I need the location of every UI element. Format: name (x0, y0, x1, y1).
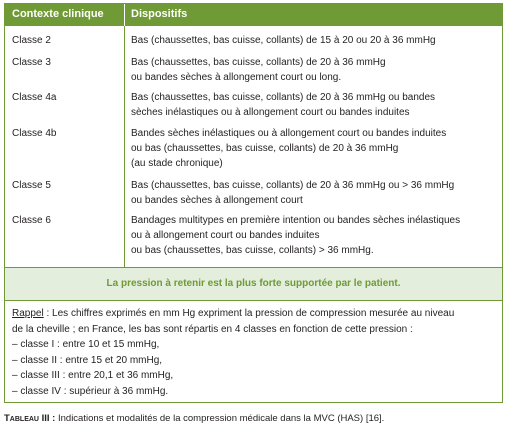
rappel-item: – classe IV : supérieur à 36 mmHg. (12, 385, 169, 397)
row-classe: Classe 5 (12, 180, 51, 191)
dispositif-line: ou à allongement court ou bandes induites (131, 230, 320, 241)
row-dispositifs (131, 55, 497, 85)
dispositif-line: ou bandes sèches à allongement court ou long. (131, 72, 342, 83)
dispositif-line: Bas (chaussettes, bas cuisse, collants) de 20 à 36 mmHg ou > 36 mmHg (131, 180, 455, 191)
column-divider (124, 26, 125, 267)
rappel-item: – classe III : entre 20,1 et 36 mmHg, (12, 370, 174, 382)
row-dispositifs (131, 90, 497, 120)
dispositif-line: ou bandes sèches à allongement court (131, 195, 303, 206)
header-dispositifs: Dispositifs (131, 8, 188, 20)
rappel-intro (12, 306, 498, 322)
rappel-intro-text: : Les chiffres exprimés en mm Hg expriment la pression de compression mesurée au niveau (43, 308, 455, 319)
rappel-item: – classe I : entre 10 et 15 mmHg, (12, 339, 160, 351)
rappel-label: Rappel (12, 308, 44, 319)
dispositif-line: sèches inélastiques ou à allongement court ou bandes induites (131, 107, 410, 118)
row-classe: Classe 6 (12, 215, 51, 226)
row-dispositifs (131, 33, 497, 48)
row-classe: Classe 3 (12, 57, 51, 68)
rappel-block (12, 306, 498, 400)
header-separator (124, 4, 125, 26)
dispositif-line: ou bas (chaussettes, bas cuisse, collants) > 36 mmHg. (131, 245, 374, 256)
table-caption (4, 413, 384, 424)
dispositif-line: Bas (chaussettes, bas cuisse, collants) de 20 à 36 mmHg (131, 57, 386, 68)
rappel-item: – classe II : entre 15 et 20 mmHg, (12, 354, 163, 366)
dispositif-line: (au stade chronique) (131, 158, 223, 169)
table-header (5, 4, 502, 26)
dispositif-line: Bandages multitypes en première intention ou bandes sèches inélastiques (131, 215, 461, 226)
dispositif-line: Bas (chaussettes, bas cuisse, collants) de 15 à 20 ou 20 à 36 mmHg (131, 35, 436, 46)
highlight-text: La pression à retenir est la plus forte supportée par le patient. (106, 278, 401, 289)
table-divider (5, 300, 502, 301)
row-dispositifs (131, 178, 497, 208)
rappel-intro-cont: de la cheville ; en France, les bas sont répartis en 4 classes en fonction de cette pression : (12, 323, 413, 335)
dispositif-line: ou bas (chaussettes, bas cuisse, collants) de 20 à 36 mmHg (131, 143, 399, 154)
row-dispositifs (131, 213, 497, 258)
dispositif-line: Bas (chaussettes, bas cuisse, collants) de 20 à 36 mmHg ou bandes (131, 92, 436, 103)
caption-text: Indications et modalités de la compression médicale dans la MVC (HAS) [16]. (55, 413, 385, 424)
header-contexte: Contexte clinique (12, 8, 104, 20)
compression-table (4, 3, 503, 403)
row-classe: Classe 4b (12, 128, 57, 139)
row-classe: Classe 2 (12, 35, 51, 46)
dispositif-line: Bandes sèches inélastiques ou à allongement court ou bandes induites (131, 128, 447, 139)
row-dispositifs (131, 126, 497, 171)
caption-label: Tableau III : (4, 413, 56, 424)
row-classe: Classe 4a (12, 92, 57, 103)
